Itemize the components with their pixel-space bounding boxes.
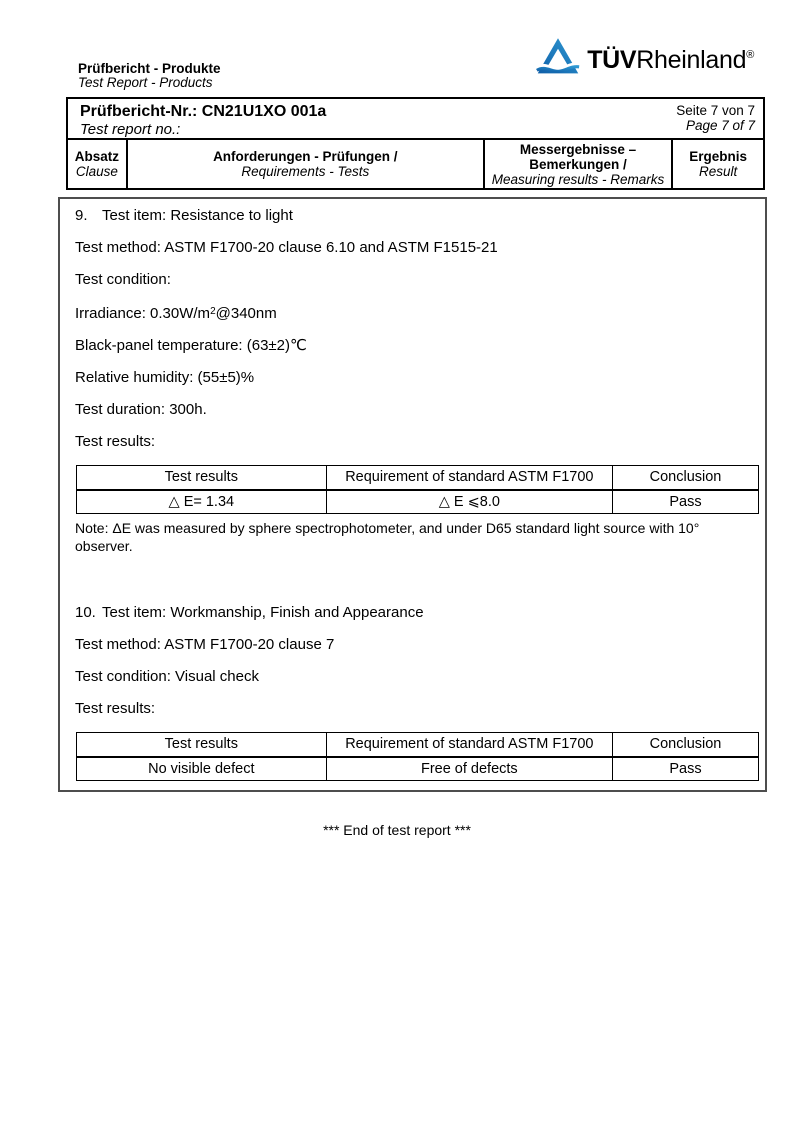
header-conclusion: Conclusion [613,466,759,490]
column-header-clause [68,140,128,188]
section9-duration-line: Test duration: 300h. [75,401,207,418]
cell-conclusion: Pass [613,757,759,781]
logo-rheinland-text: Rheinland [636,46,747,74]
table-row [77,490,759,514]
irradiance-superscript: 2 [210,306,216,317]
doc-title-german: Prüfbericht - Produkte [78,61,221,76]
table-header-row [77,733,759,757]
report-number-block [80,102,326,138]
section10-number: 10. [75,604,96,621]
header-requirement: Requirement of standard ASTM F1700 [326,733,612,757]
cell-test-result: No visible defect [77,757,327,781]
cell-requirement: △ E ⩽8.0 [326,490,612,514]
section10-title-line [75,604,751,622]
report-number-german: Prüfbericht-Nr.: CN21U1XO 001a [80,103,327,120]
cell-requirement: Free of defects [326,757,612,781]
cell-test-result: △ E= 1.34 [77,490,327,514]
clause-label-de: Absatz [74,149,120,164]
result-label-en: Result [698,164,738,179]
results-label-en: Measuring results - Remarks [491,171,665,187]
column-header-row [68,140,763,188]
section10-results-table [76,732,759,781]
column-header-results [485,140,673,188]
table-header-row [77,466,759,490]
page-number-english: Page 7 of 7 [685,118,755,133]
tuv-rheinland-wordmark [587,43,754,73]
section9-number: 9. [75,207,88,224]
section9-note: Note: ΔE was measured by sphere spectrophotometer, and under D65 standard light source with 10° observer. [75,520,700,554]
section10-title: Test item: Workmanship, Finish and Appearance [102,604,424,621]
header-test-results: Test results [77,466,327,490]
clause-label-en: Clause [75,164,118,179]
header-test-results: Test results [77,733,327,757]
table-row [77,757,759,781]
report-number-row [68,99,763,140]
section10-method-line: Test method: ASTM F1700-20 clause 7 [75,636,335,653]
column-header-requirements [128,140,485,188]
requirements-label-de: Anforderungen - Prüfungen / [213,149,398,164]
section9-title-line [75,207,751,225]
section9-title: Test item: Resistance to light [102,207,293,224]
column-header-result [673,140,763,188]
page-number-german: Seite 7 von 7 [676,103,755,118]
section9-results-label: Test results: [75,433,156,450]
report-header-table [66,97,765,190]
irradiance-wavelength: @340nm [215,305,277,322]
header-conclusion: Conclusion [613,733,759,757]
page-number-block [676,102,755,138]
section10-results-label: Test results: [75,700,156,717]
requirements-label-en: Requirements - Tests [241,164,370,179]
section9-condition-temperature: Black-panel temperature: (63±2)℃ [75,337,307,354]
document-header [78,62,221,89]
tuv-triangle-icon [536,37,580,79]
result-label-de: Ergebnis [689,149,747,164]
header-requirement: Requirement of standard ASTM F1700 [326,466,612,490]
report-content-box [58,197,767,792]
logo-tuv-text: TÜV [587,46,637,74]
results-label-de2: Bemerkungen / [529,156,627,172]
section10-condition-line: Test condition: Visual check [75,668,259,685]
section9-method-line: Test method: ASTM F1700-20 clause 6.10 and ASTM F1515-21 [75,239,498,256]
registered-trademark-symbol: ® [746,49,754,61]
results-label-de1: Messergebnisse – [519,141,637,157]
report-number-english: Test report no.: [80,121,181,138]
doc-title-english: Test Report - Products [78,75,213,90]
cell-conclusion: Pass [613,490,759,514]
section9-results-table [76,465,759,514]
irradiance-text: Irradiance: 0.30W/m [75,305,211,322]
section9-condition-label: Test condition: [75,271,171,288]
section9-condition-humidity: Relative humidity: (55±5)% [75,369,255,386]
section9-condition-irradiance [75,303,751,323]
end-of-report-text: *** End of test report *** [323,822,471,838]
tuv-rheinland-logo [536,37,754,79]
